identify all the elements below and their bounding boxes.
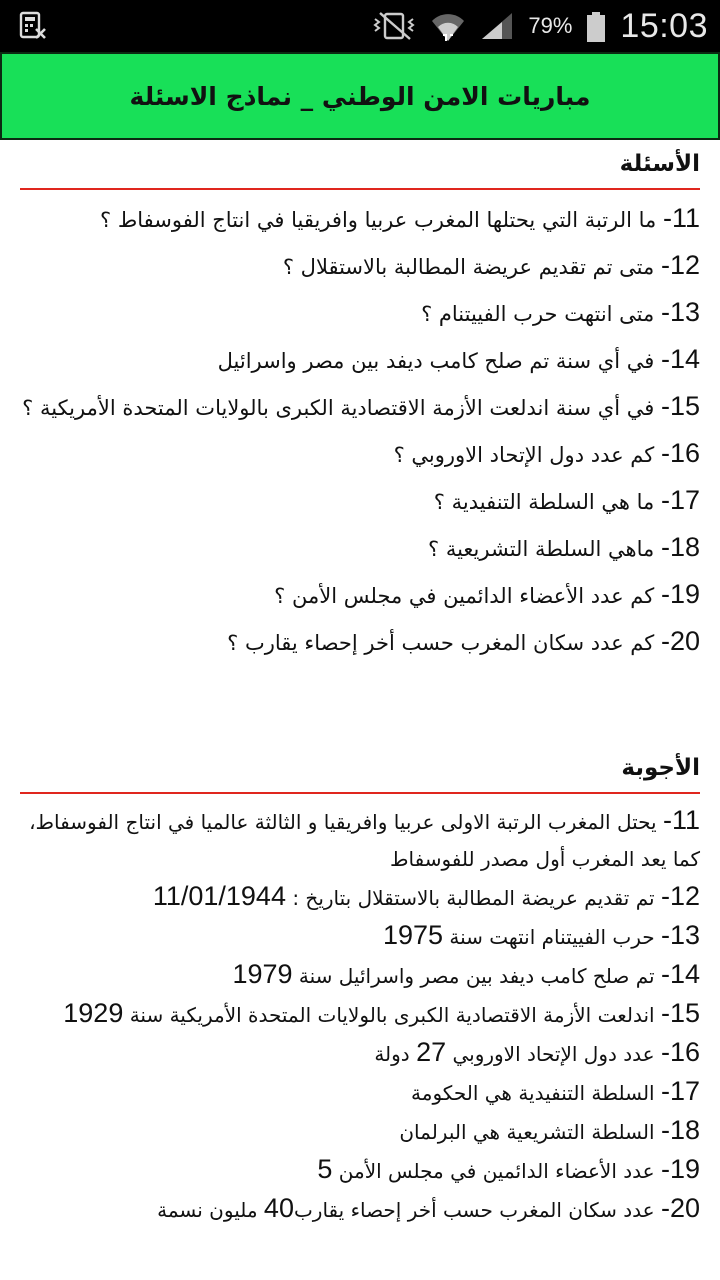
item-number: 13- (660, 920, 700, 950)
answers-section-title: الأجوبة (621, 755, 700, 781)
list-item (14, 878, 700, 917)
status-left (18, 11, 48, 41)
list-item (14, 1034, 700, 1073)
answer-suffix: دولة (374, 1042, 417, 1066)
answer-text: السلطة التشريعية هي البرلمان (399, 1120, 661, 1144)
app-header (0, 52, 720, 140)
clock: 15:03 (620, 6, 708, 45)
battery-icon (586, 11, 606, 41)
item-number: 18- (660, 532, 700, 562)
content (0, 140, 720, 1229)
battery-percent: 79% (528, 13, 573, 38)
list-item (14, 243, 700, 290)
answer-value: 27 (416, 1037, 447, 1067)
item-number: 16- (660, 438, 700, 468)
status-right (372, 7, 708, 46)
question-text: ما هي السلطة التنفيدية ؟ (433, 490, 661, 514)
item-number: 12- (660, 881, 700, 911)
question-text: في أي سنة اندلعت الأزمة الاقتصادية الكبرى بالولايات المتحدة الأمريكية ؟ (22, 396, 661, 420)
question-text: ما الرتبة التي يحتلها المغرب عربيا وافريقيا في انتاج الفوسفاط ؟ (100, 208, 663, 232)
question-text: متى انتهت حرب الفييتنام ؟ (421, 302, 661, 326)
answer-text: حرب الفييتنام انتهت سنة (443, 925, 661, 949)
item-number: 17- (660, 485, 700, 515)
question-text: كم عدد دول الإتحاد الاوروبي ؟ (393, 443, 661, 467)
list-item (14, 1112, 700, 1151)
item-number: 12- (660, 250, 700, 280)
page-title: مباريات الامن الوطني _ نماذج الاسئلة (129, 81, 591, 111)
list-item (14, 619, 700, 666)
answer-text: عدد سكان المغرب حسب أخر إحصاء يقارب (293, 1198, 661, 1222)
list-item (14, 478, 700, 525)
list-item (14, 290, 700, 337)
list-item (14, 802, 700, 878)
answer-value: 40 (263, 1193, 294, 1223)
list-item (14, 917, 700, 956)
question-text: كم عدد سكان المغرب حسب أخر إحصاء يقارب ؟ (227, 631, 661, 655)
answer-text: تم تقديم عريضة المطالبة بالاستقلال بتاريخ : (285, 886, 661, 910)
item-number: 14- (660, 344, 700, 374)
answer-value: 1929 (63, 998, 124, 1028)
list-item (14, 384, 700, 431)
questions-section-title: الأسئلة (619, 151, 700, 177)
item-number: 20- (660, 1193, 700, 1223)
status-bar (0, 0, 720, 52)
list-item (14, 196, 700, 243)
answer-text: تم صلح كامب ديفد بين مصر واسرائيل سنة (292, 964, 661, 988)
list-item (14, 572, 700, 619)
wifi-icon (430, 11, 466, 41)
answer-text: السلطة التنفيدية هي الحكومة (411, 1081, 661, 1105)
answer-value: 5 (317, 1154, 333, 1184)
answer-value: 1979 (232, 959, 293, 989)
answer-text: عدد الأعضاء الدائمين في مجلس الأمن (332, 1159, 661, 1183)
question-text: متى تم تقديم عريضة المطالبة بالاستقلال ؟ (282, 255, 661, 279)
item-number: 18- (660, 1115, 700, 1145)
list-item (14, 431, 700, 478)
item-number: 17- (660, 1076, 700, 1106)
answer-suffix: مليون نسمة (157, 1198, 264, 1222)
list-item (14, 1151, 700, 1190)
item-number: 14- (660, 959, 700, 989)
item-number: 19- (660, 1154, 700, 1184)
item-number: 11- (662, 805, 700, 835)
item-number: 13- (660, 297, 700, 327)
item-number: 20- (660, 626, 700, 656)
item-number: 15- (660, 998, 700, 1028)
list-item (14, 995, 700, 1034)
item-number: 16- (660, 1037, 700, 1067)
question-text: في أي سنة تم صلح كامب ديفد بين مصر واسرائيل (217, 349, 661, 373)
item-number: 19- (660, 579, 700, 609)
list-item (14, 525, 700, 572)
list-item (14, 1073, 700, 1112)
item-number: 15- (660, 391, 700, 421)
list-item (14, 1190, 700, 1229)
list-item (14, 956, 700, 995)
answer-text: اندلعت الأزمة الاقتصادية الكبرى بالولايات المتحدة الأمريكية سنة (123, 1003, 661, 1027)
answer-text: عدد دول الإتحاد الاوروبي (446, 1042, 661, 1066)
question-text: كم عدد الأعضاء الدائمين في مجلس الأمن ؟ (274, 584, 661, 608)
list-item (14, 337, 700, 384)
answer-value: 11/01/1944 (152, 881, 286, 911)
calculator-x-icon (18, 11, 48, 41)
mute-vibrate-icon (372, 11, 416, 41)
item-number: 11- (662, 203, 700, 233)
question-text: ماهي السلطة التشريعية ؟ (428, 537, 661, 561)
answer-value: 1975 (382, 920, 444, 950)
questions-list (0, 190, 720, 666)
answer-text: يحتل المغرب الرتبة الاولى عربيا وافريقيا و الثالثة عالميا في انتاج الفوسفاط، كما يعد المغرب أول مصدر للفوسفاط (29, 810, 700, 871)
signal-icon (480, 11, 514, 41)
answers-list (0, 794, 720, 1229)
